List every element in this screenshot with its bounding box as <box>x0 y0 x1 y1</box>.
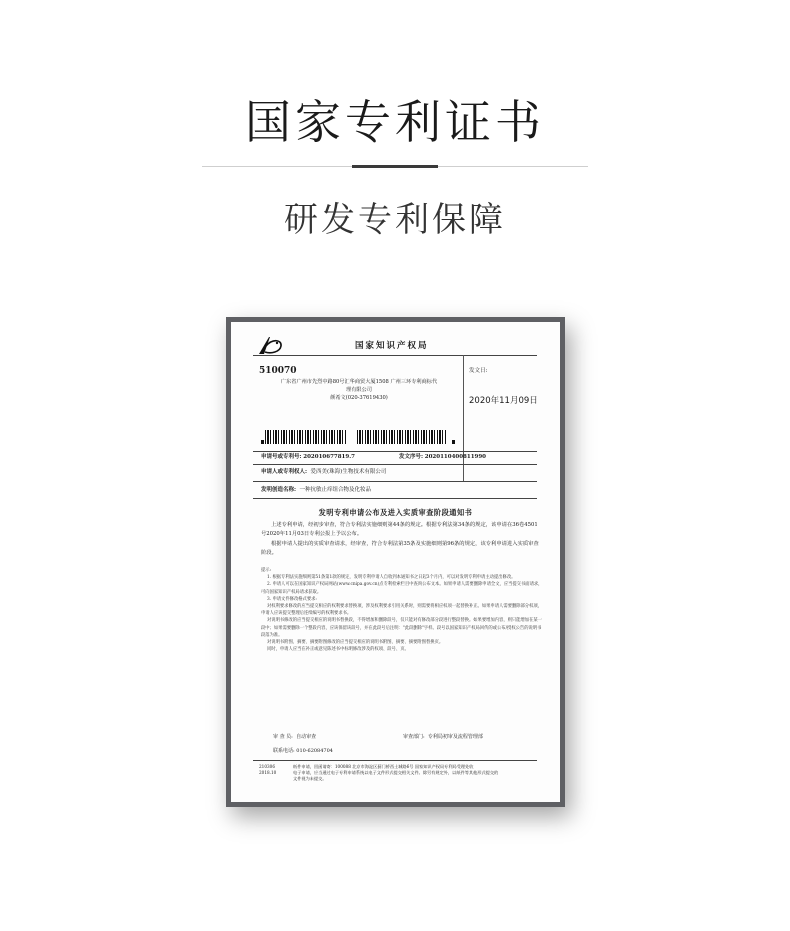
row-rule <box>253 481 537 482</box>
send-serial-number: 发文序号: 2020110400811990 <box>399 454 487 460</box>
examiner: 审 查 员: 自动审查 <box>273 734 317 740</box>
certificate-document <box>231 322 560 802</box>
row-rule <box>253 498 537 499</box>
page-title: 国家专利证书 <box>245 95 545 149</box>
send-date-label: 发文日: <box>469 368 488 374</box>
barcode-marker <box>452 440 455 444</box>
footer-rule <box>253 760 537 761</box>
note-item: 1. 根据专利法实施细则第51条第1款的规定，发明专利申请人自收到本通知书之日起3个月内，可以对发明专利申请主动提出修改。 <box>267 575 516 581</box>
office-name: 国家知识产权局 <box>355 341 429 351</box>
barcode-marker <box>261 440 264 444</box>
note-item: 同时，申请人应当在补正或意见陈述书中标明修改涉及的权项、段号、页。 <box>267 647 409 653</box>
title-divider-accent <box>352 165 438 168</box>
header-divider <box>463 355 464 481</box>
notice-title: 发明专利申请公布及进入实质审查阶段通知书 <box>318 508 473 517</box>
row-rule <box>253 451 537 452</box>
row-rule <box>253 464 537 465</box>
recipient-address: 广东省广州市先烈中路80号汇华商贸大厦1508 广州三环专利商标代 理有限公司 颜希文(020-37619430) <box>280 379 438 401</box>
invention-name: 发明创造名称: 一种抗敏止痒组合物及化妆品 <box>261 487 372 493</box>
form-code: 210306 2018.10 <box>259 764 277 775</box>
note-item: 对说明书修改的应当提交相应的说明书替换段，不得增加和删除段号，仅只能对有修改部分段进行整段替换。如果要增加内容，则只能增加在某一段中；如果需要删除一个整段内容，应该保留该段号，并在此段号后注明："此段删除"字样。段号以国家知识产权局回传的或公布/授权公告的说明书段落为准。 <box>261 618 542 638</box>
certificate-frame <box>226 317 565 807</box>
send-date-value: 2020年11月09日 <box>469 396 538 406</box>
applicant: 申请人或专利权人: 爱西美(珠海)生物技术有限公司 <box>261 469 387 475</box>
note-item: 2. 申请人可以在国家知识产权局网站(www.cnipa.gov.cn)点专利检索栏目中查询公布文本。如果申请人需要删除申请全文，应当提交书面请求，可向国家知识产权局请求获取。 <box>261 582 543 595</box>
note-item: 对权利要求修改的应当提交相应的权利要求替换项，涉及权利要求引用关系时，则需要将相应权项一起替换补正。如果申请人需要删除部分权项，申请人应该提交整理后连续编号的权利要求书。 <box>261 604 542 617</box>
barcode-right <box>357 430 447 444</box>
notice-paragraph: 上述专利申请，经初步审查，符合专利法实施细则第44条的规定。根据专利法第34条的规定，该申请在36卷4501号2020年11月03日专利公报上予以公布。 <box>261 522 538 537</box>
exam-department: 审查部门: 专利局初审及流程管理部 <box>403 734 483 740</box>
note-item: 3. 申请文件修改格式要求: <box>267 596 317 602</box>
mailing-note: 纸件申请，回函请寄：100088 北京市海淀区蓟门桥西土城路6号 国家知识产权局专利局受理处收 电子申请，应当通过电子专利申请系统以电子文件形式提交相关文件。除另有规定外，以纸件等其他形式提交的 文件视为未提交。 <box>293 764 499 781</box>
header-rule <box>253 355 537 356</box>
notes-heading: 提示: <box>261 568 272 573</box>
page-subtitle: 研发专利保障 <box>284 200 506 240</box>
contact-phone: 联系电话: 010-62084704 <box>273 748 333 754</box>
note-item: 对说明书附图、摘要、摘要附图修改的应当提交相应的说明书附图、摘要、摘要附图替换页。 <box>267 640 444 646</box>
zip-code: 510070 <box>259 366 297 376</box>
application-number: 申请号或专利号: 202010677819.7 <box>261 454 355 460</box>
barcode-left <box>265 430 347 444</box>
notes-section <box>261 567 545 653</box>
notice-paragraph: 根据申请人提出的实质审查请求，经审查，符合专利法第35条及实施细则第96条的规定，该专利申请进入实质审查阶段。 <box>261 541 539 556</box>
